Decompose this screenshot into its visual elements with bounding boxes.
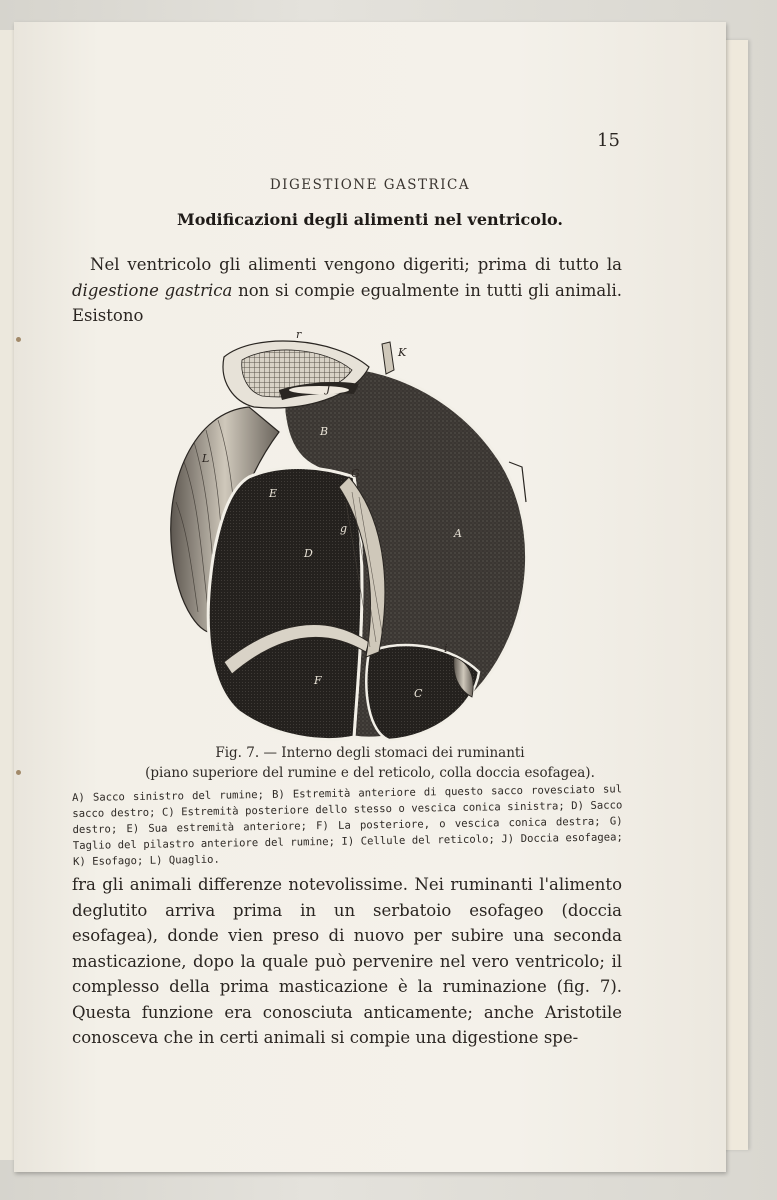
groove-opening [289, 386, 349, 394]
label-F: F [314, 674, 322, 687]
figure-legend: A) Sacco sinistro del rumine; B) Estremità anteriore di questo sacco rovesciato sul sacco destro; C) Estremità posteriore dello stesso o vescica conica sinistra; D) Sacco destro; E) Sua estremità anteriore; F) La posteriore, o vescica conica destra; G) Taglio del pilastro anteriore del rumine; I) Cellule del reticolo; J) Doccia esofagea; K) Esofago; L) Quaglio. [72, 783, 623, 868]
label-i: i [444, 642, 448, 655]
running-head: DIGESTIONE GASTRICA [269, 177, 471, 193]
paragraph-intro-text: Nel ventricolo gli alimenti vengono digeriti; prima di tutto la [90, 255, 622, 274]
label-G: G [351, 467, 360, 480]
conical-sac-C [366, 645, 479, 740]
stomach-illustration [154, 312, 534, 747]
label-J: J [326, 382, 331, 395]
paragraph-intro-italic: digestione gastrica [72, 280, 233, 300]
label-L: L [202, 452, 210, 465]
label-A: A [454, 527, 462, 540]
page-number: 15 [597, 130, 620, 151]
esophagus-K [382, 342, 394, 374]
label-E: E [269, 487, 278, 500]
paragraph-intro-text-end: non si compie egualmente in tutti gli animali. Esistono [72, 280, 623, 325]
rumen-sac-D [208, 468, 362, 740]
figure-caption-subtitle: (piano superiore del rumine e del reticolo, colla doccia esofagea). [145, 765, 595, 781]
book-page [14, 22, 726, 1172]
figure-caption-title: Fig. 7. — Interno degli stomaci dei ruminanti [215, 745, 525, 761]
label-C: C [414, 687, 423, 700]
label-D: D [304, 547, 313, 560]
binding-hole [16, 337, 21, 342]
section-title: Modificazioni degli alimenti nel ventricolo. [176, 210, 563, 229]
label-h: h [329, 614, 337, 627]
label-K: K [398, 346, 407, 359]
label-B: B [320, 425, 329, 438]
ruminant-stomach-engraving [154, 312, 534, 747]
label-g: g [340, 522, 348, 535]
label-r: r [296, 328, 302, 341]
paragraph-continuation: fra gli animali differenze notevolissime. Nei ruminanti l'alimento deglutito arriva prima in un serbatoio esofageo (doccia esofagea), donde vien preso di nuovo per subire una seconda masticazione, dopo la quale può pervenire nel vero ventricolo; il complesso della prima masticazione è la ruminazione (fig. 7). Questa funzione era conosciuta anticamente; anche Aristotile conosceva che in certi animali si compie una digestione spe- [72, 875, 622, 1047]
